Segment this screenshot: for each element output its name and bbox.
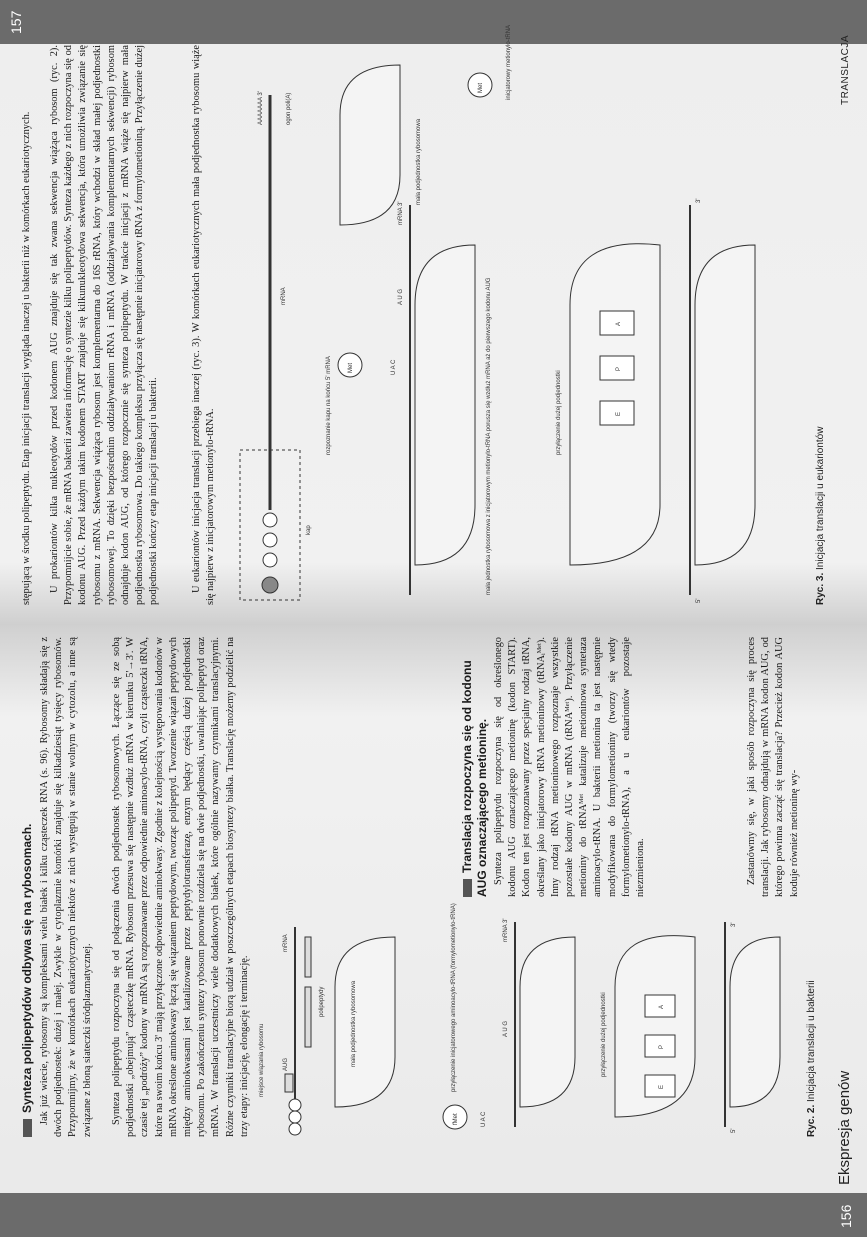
label-small-subunit: mała podjednostka rybosomowa [416,118,422,205]
paragraph-ribosomes: Jak już wiecie, rybosomy są kompleksami wielu białek i kilku cząsteczek RNA (s. 96). Rybosomy składają się z dwóch podjednostek: dużej i małej. Zwykle w cytoplazmie komórki znajduje się kilkadziesiąt tysięcy rybosomów. Przypomnijmy, że w komórkach eukariotycznych niektóre z nich występują w stanie wolnym w cytozolu, a inne są związane z błoną siateczki śródplazmatycznej. [39,637,93,1137]
left-page [0,625,867,1237]
label-polya-seq: AAAAAAA 3' [258,91,264,125]
label-p: P [616,366,622,371]
small-subunit-shape [415,245,475,565]
small-subunit-shape [520,937,575,1107]
fig2-stage3 [601,922,780,1133]
fig2-stage2 [443,903,575,1129]
right-edge-tab [0,0,867,44]
label-binding-site: miejsce wiązania rybosomu [259,1023,265,1097]
caption-fig2: Ryc. 2. Inicjacja translacji u bakterii [806,980,817,1137]
label-init-trna: inicjatorowy metionylo-tRNA [506,24,512,100]
small-subunit-shape [695,245,755,565]
label-small-complex: mała jednostka rybosomowa z inicjatorowym metionylo-tRNA porusza się wzdłuż mRNA aż do pierwszego kodonu AUG [486,277,492,595]
phosphate-group [263,513,277,527]
label-mrna3: mRNA 3' [398,201,404,225]
small-subunit-shape [730,937,780,1107]
paragraph-ribosome-search: Zastanówmy się, w jaki sposób rozpoczyna się proces translacji. Jak rybosomy odnajdują w mRNA kodon AUG, od którego powinna zacząć się translacja? Przecież kodon AUG koduje również metioninę wy- [746,637,800,897]
label-fmet: fMet [453,1113,459,1125]
figure-eukaryotic-initiation [230,24,790,605]
heading-ribosomes: Synteza polipeptydów odbywa się na rybosomach. [20,637,35,1137]
label-a: A [616,321,622,326]
cap-circle [262,577,278,593]
phosphate-group [289,1099,301,1111]
page-number-left: 156 [838,1204,854,1228]
phosphate-group [289,1111,301,1123]
paragraph-eukaryote-init: U eukariontów inicjacja translacji przebiega inaczej (ryc. 3). W komórkach eukariotycznych mała podjednostka rybosomu wiąże się najpierw z inicjatorowym metionylo-tRNA. [191,45,217,605]
polypeptide-bar [305,937,311,977]
label-aug: AUG [283,1057,289,1071]
label-mrna: mRNA [283,934,289,952]
label-polypeptides: polipeptydy [319,986,325,1017]
label-small-subunit: mała podjednostka rybosomowa [351,980,357,1067]
fig3-stage3 [556,199,755,603]
label-mrna: mRNA [281,287,287,305]
label-met: Met [478,82,484,93]
phosphate-group [263,533,277,547]
paragraph-prokaryote-init: U prokariontów kilka nukleotydów przed kodonem AUG znajduje się tak zwana sekwencja wiążąca rybosom (ryc. 2). Przypomnijcie sobie, że mRNA bakterii zawiera informację o syntezie kilku polipeptydów. Synteza każdego z nich rozpoczyna się od kodonu AUG. Przed każdym takim kodonem START znajduje się kilkunukleotydowa sekwencja, która umożliwia związanie się rybosomu z mRNA. Sekwencja wiążąca rybosom jest komplementarna do 16S rRNA, który wchodzi w skład małej podjednostki rybosomowej. To dzięki bezpośrednim oddziaływaniom rRNA i mRNA (oddziaływania komplementarnych sekwencji) rybosom odnajduje kodon AUG, od którego rozpocznie się synteza polipeptydu. W trakcie inicjacji z mRNA wiąże się najpierw mała podjednostka rybosomowa. Do takiego kompleksu przyłącza się następnie inicjatorowy tRNA z formylometioniną. Przyłączenie dużej podjednostki kończy etap inicjacji translacji u bakterii. [49,45,160,605]
fig2-stage1 [259,927,395,1135]
label-a: A [659,1004,665,1009]
label-aug: A U G [398,288,404,305]
label-met: Met [348,362,354,373]
small-subunit-shape [340,65,400,225]
left-edge-tab [0,1193,867,1237]
caption-fig3: Ryc. 3. Inicjacja translacji u eukariontów [815,426,826,605]
phosphate-group [289,1123,301,1135]
label-mrna3: mRNA 3' [503,918,509,942]
label-three-prime: 3' [731,922,737,927]
paragraph-start-codon: Synteza polipeptydu rozpoczyna się od określonego kodonu AUG oznaczającego metioninę (kodon START). Kodon ten jest rozpoznawany przez specjalny rodzaj tRNA, określany jako inicjatorowy tRNA metioninowy (tRNAᵢᴹᵉᵗ). Inny rodzaj tRNA metioninowego rozpoznaje wszystkie pozostałe kodony AUG w mRNA (tRNAᴹᵉᵗ). Przyłączenie metioniny do tRNAᴹᵉᵗ katalizuje metioninowa syntetaza aminoacylo-tRNA. U bakterii metionina ta jest następnie modyfikowana do formylometioniny (tworzy się wtedy formylometionylo-tRNA), a u eukariontów pozostaje niezmieniona. [493,637,647,897]
heading-bar-icon [463,879,472,897]
label-three-prime: 3' [696,198,702,203]
label-large-subunit: przyłączenie dużej podjednostki [601,992,607,1077]
label-uac: U A C [391,359,397,375]
figure-bacterial-initiation [255,903,795,1137]
paragraph-synthesis-cont [235,637,465,897]
label-cap-recog: rozpoznanie kapu na końcu 5' mRNA [326,356,332,455]
heading-bar-icon [23,1119,32,1137]
footer-chapter: Ekspresja genów [836,1070,853,1185]
label-five-prime: 5' [696,598,702,603]
label-aug-codon: A U G [503,1020,509,1037]
label-large-subunit: przyłączenie dużej podjednostki [556,370,562,455]
label-five-prime: 5' [731,1128,737,1133]
binding-site-box [285,1074,293,1092]
small-subunit-shape [335,937,395,1107]
label-p: P [659,1044,665,1049]
label-polya: ogon poli(A) [286,92,292,125]
paragraph-eukaryote-diff: stępującą w środku polipeptydu. Etap inicjacji translacji wygląda inaczej u bakterii niż w komórkach eukariotycznych. [21,111,32,605]
polypeptide-bar [305,987,311,1047]
page-number-right: 157 [8,10,24,34]
paragraph-synthesis-start: Synteza polipeptydu rozpoczyna się od połączenia dwóch podjednostek rybosomowych. Łączące się ze sobą podjednostki „obejmują” cząsteczkę mRNA. Rybosom przesuwa się następnie wzdłuż mRNA w kierunku 5'→3'. W czasie tej „podróży” kodony w mRNA są rozpoznawane przez odpowiednie aminoacylo-tRNA, czyli cząsteczki tRNA, które na swoim końcu 3' mają przyłączone odpowiednie aminokwasy. Zgodnie z kolejnością występowania kodonów w mRNA określone aminokwasy łączą się wiązaniem peptydowym, tworząc polipeptyd. Tworzenie wiązań peptydowych między aminokwasami jest katalizowane przez peptydylotransferazę, enzym będący częścią dużej podjednostki rybosomu. Po zakończeniu syntezy rybosom ponownie rozdziela się na dwie podjednostki, uwalniając polipeptyd oraz mRNA. W translacji uczestniczy wiele dodatkowych białek, które ogólnie nazywamy czynnikami translacyjnymi. Różne czynniki translacyjne biorą udział w poszczególnych etapach biosyntezy białka. Translację możemy podzielić na trzy etapy: inicjację, elongację i terminację. [111,637,250,1137]
label-e: E [616,411,622,416]
heading-aug-start: Translacja rozpoczyna się od kodonu AUG oznaczającego metioninę. [460,660,489,897]
footer-section: TRANSLACJA [840,34,851,105]
label-uac: U A C [481,1111,487,1127]
label-kap: kap [306,525,312,535]
label-e: E [659,1084,665,1089]
fig3-stage2 [326,202,492,595]
label-ftrna: przyłączenie inicjatorowego aminoacylo-tRNA (formylometionylo-tRNA) [451,903,457,1092]
phosphate-group [263,553,277,567]
